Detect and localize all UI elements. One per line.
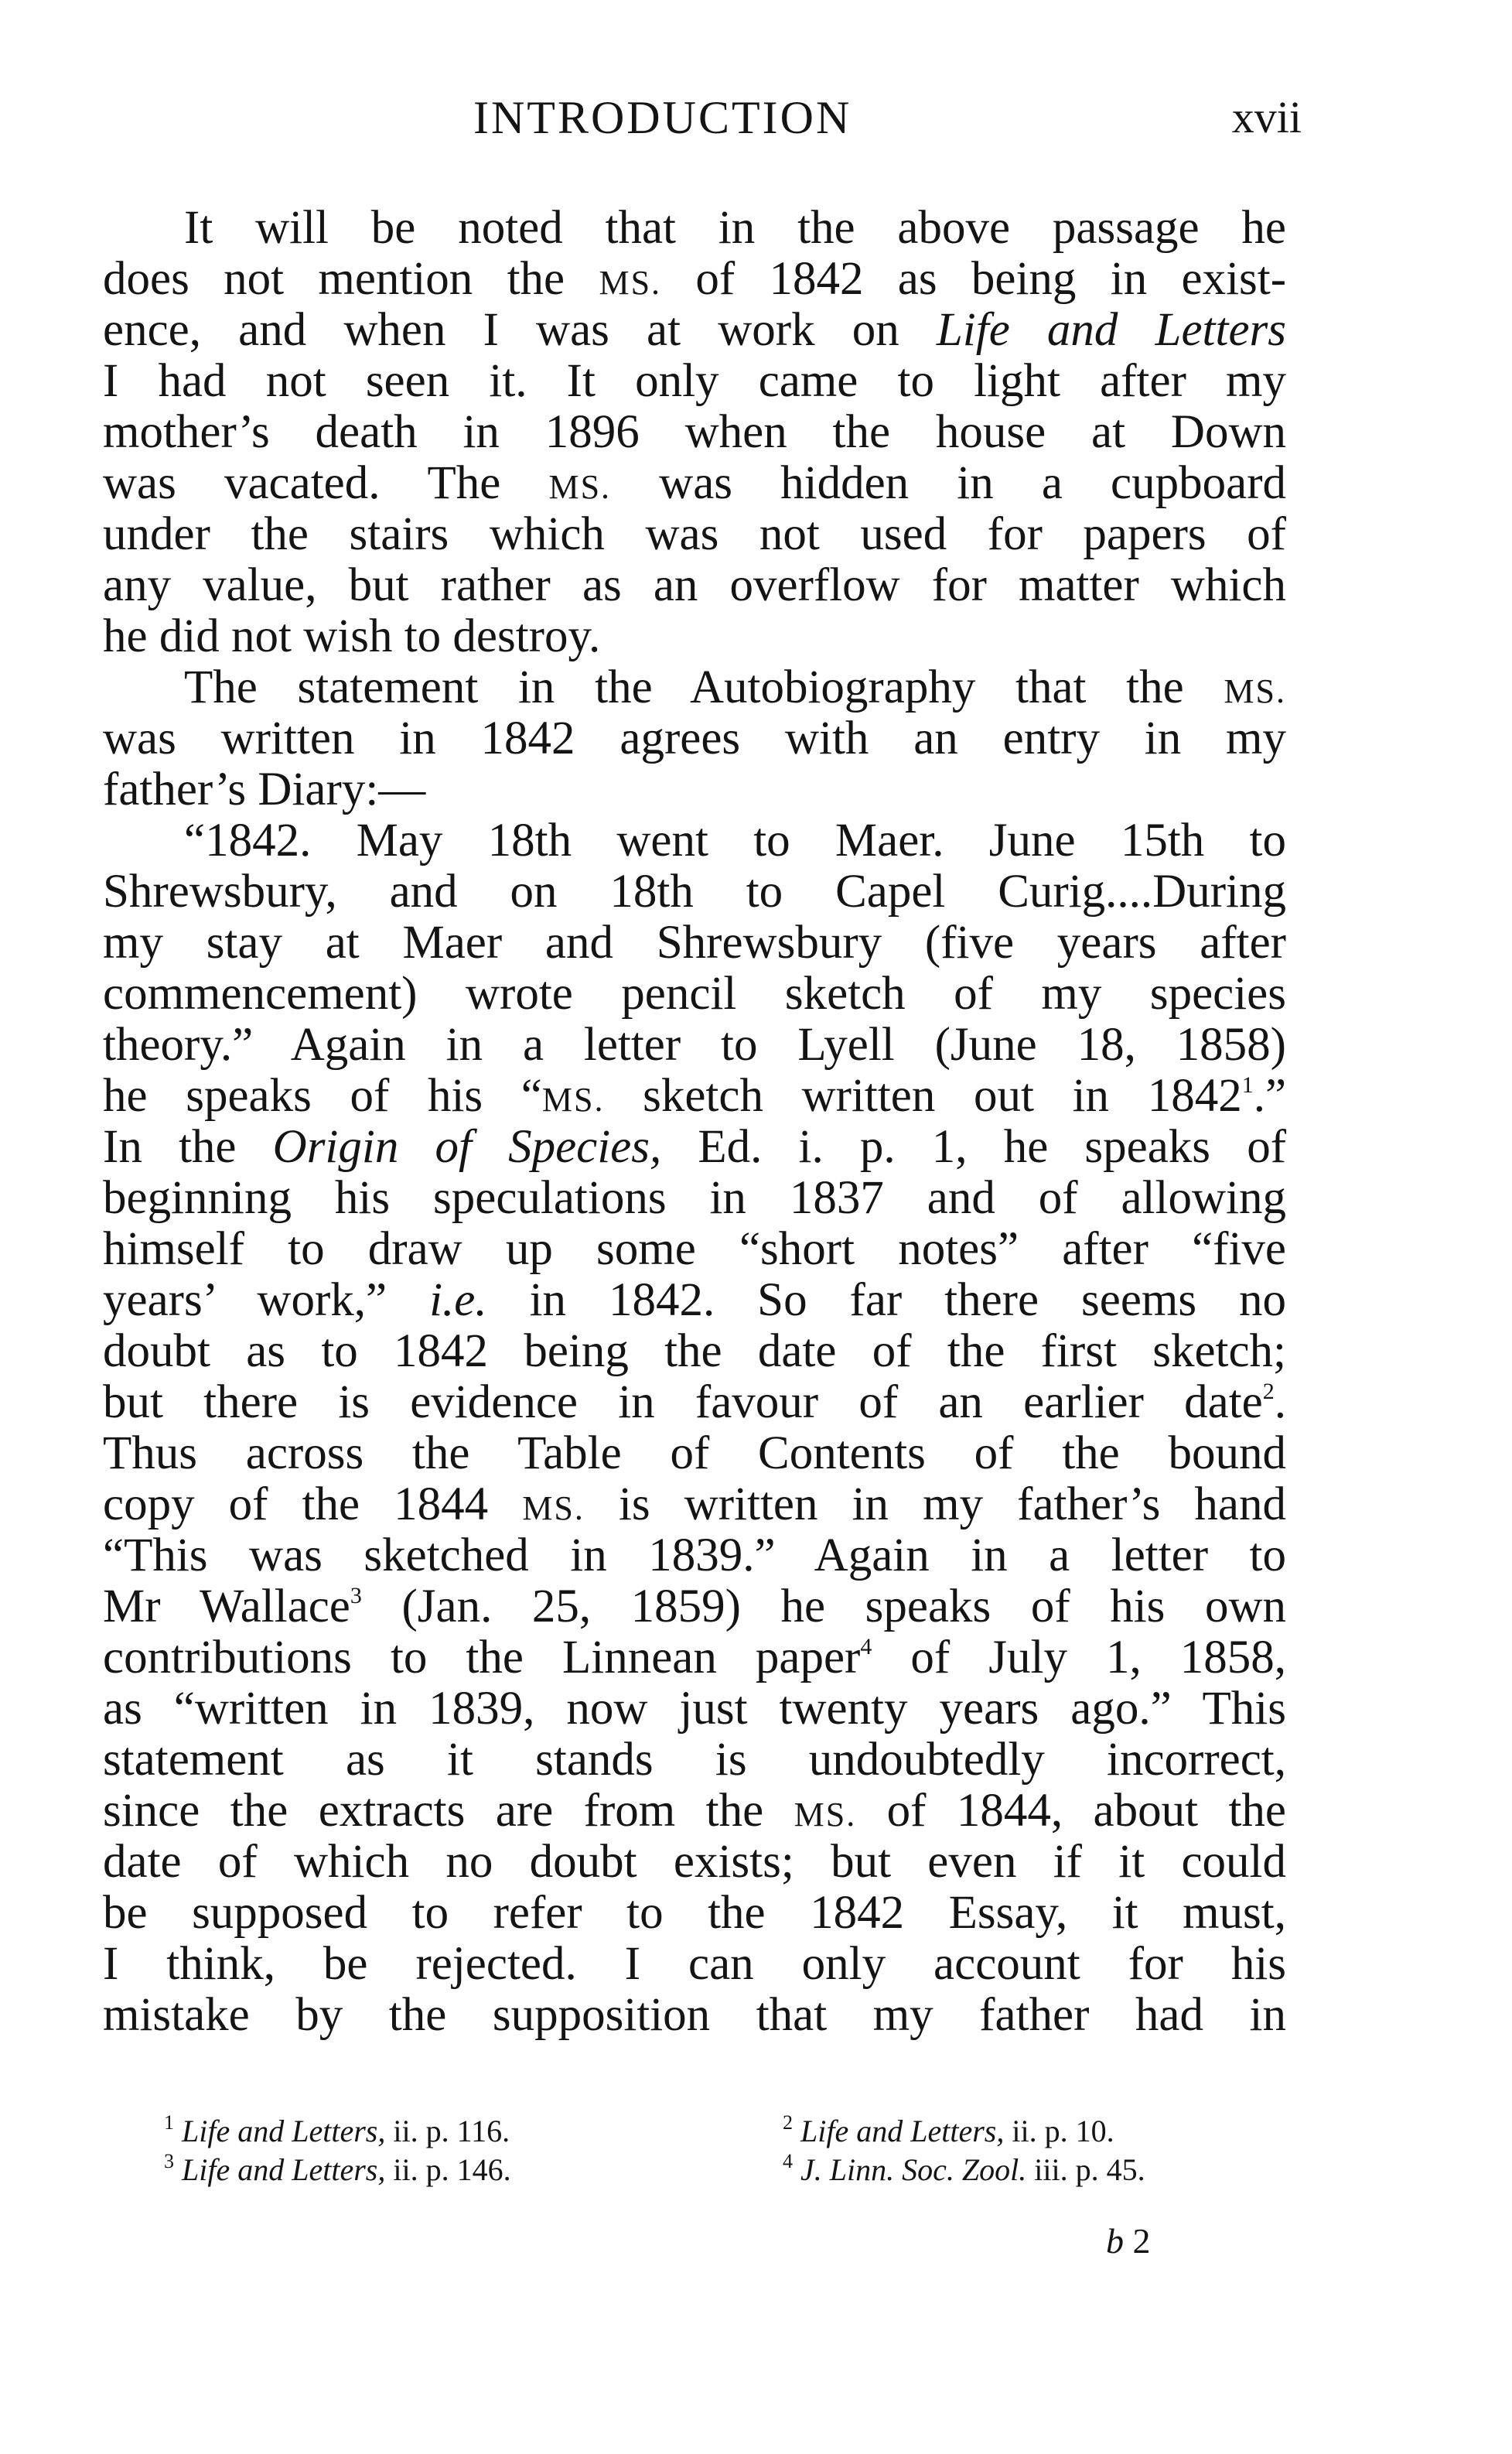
text-line: It will be noted that in the above passage he [184,202,1286,254]
text-line: Shrewsbury, and on 18th to Capel Curig....During [103,866,1286,918]
text-line: The statement in the Autobiography that the MS. [184,661,1286,713]
text-line: mother’s death in 1896 when the house at Down [103,406,1286,458]
text-line: Mr Wallace$^3$ (Jan. 25, 1859) he speaks of his own [103,1581,1286,1632]
small-caps: MS. [794,1796,857,1834]
text-line: he did not wish to destroy. [103,610,601,662]
text-line: mistake by the supposition that my father had in [103,1989,1286,2041]
footnote-work: Life and Letters, [182,2114,386,2148]
text-line: my stay at Maer and Shrewsbury (five years after [103,917,1286,969]
footnote-ref-text: ii. p. 146. [393,2152,511,2187]
text-line: under the stairs which was not used for papers of [103,508,1286,560]
italic-title: Life and Letters [936,304,1286,356]
footnote-ref-text: ii. p. 10. [1012,2114,1114,2148]
footnote-number: 1 [164,2111,174,2134]
text-line: himself to draw up some “short notes” after “five [103,1223,1286,1275]
text-line: theory.” Again in a letter to Lyell (June 18, 1858) [103,1019,1286,1071]
footnote-ref: 2 [1262,1379,1275,1404]
small-caps: MS. [1224,672,1286,710]
text-line: Thus across the Table of Contents of the bound [103,1427,1286,1479]
small-caps: MS. [541,1081,605,1119]
text-line: years’ work,” i.e. in 1842. So far there seems no [103,1274,1287,1326]
text-line: was vacated. The MS. was hidden in a cupboard [103,457,1287,509]
footnote-work: Life and Letters, [800,2114,1005,2148]
page-number: xvii [1231,92,1302,142]
text-line: I think, be rejected. I can only account for his [103,1938,1286,1990]
small-caps: MS. [548,468,612,506]
footnote-ref: 3 [350,1583,362,1608]
footnote-work: J. Linn. Soc. Zool. [800,2152,1027,2187]
small-caps: MS. [522,1489,585,1527]
text-line: statement as it stands is undoubtedly incorrect, [103,1734,1286,1786]
running-head [0,91,1512,153]
text-line: be supposed to refer to the 1842 Essay, it must, [103,1887,1286,1939]
text-line: does not mention the MS. of 1842 as being in exist- [103,253,1287,305]
text-line: commencement) wrote pencil sketch of my species [103,968,1286,1020]
footnote-ref: 1 [1241,1072,1254,1098]
footnote-ref-text: iii. p. 45. [1034,2152,1145,2187]
text-line: any value, but rather as an overflow for matter which [103,559,1286,611]
text-line: “1842. May 18th went to Maer. June 15th to [184,815,1286,866]
text-line: ence, and when I was at work on Life and Letters [103,304,1286,356]
running-title: INTRODUCTION [473,92,852,143]
text-line: as “written in 1839, now just twenty years ago.” This [103,1683,1286,1735]
footnote-4 [783,2143,1145,2189]
footnote-number: 2 [783,2111,793,2134]
text-line: he speaks of his “MS. sketch written out in 1842$^1$.” [103,1070,1287,1122]
text-line: I had not seen it. It only came to light after my [103,355,1286,407]
text-line: was written in 1842 agrees with an entry in my [103,713,1286,764]
text-line: since the extracts are from the MS. of 1844, about the [103,1785,1287,1837]
text-line: doubt as to 1842 being the date of the first sketch; [103,1325,1286,1377]
footnote-ref: 4 [860,1634,872,1659]
italic-abbrev: i.e. [429,1274,487,1326]
signature-letter: b [1106,2221,1124,2261]
footnote-work: Life and Letters, [182,2152,386,2187]
text-line: father’s Diary:— [103,764,426,815]
text-line: In the Origin of Species, Ed. i. p. 1, he speaks of [103,1121,1287,1173]
footnote-number: 4 [783,2150,793,2172]
footnote-ref-text: ii. p. 116. [393,2114,510,2148]
footnote-3 [164,2143,511,2189]
italic-title: Origin of Species, [272,1121,662,1173]
text-line: but there is evidence in favour of an earlier date$^2$. [103,1376,1286,1428]
footnote-number: 3 [164,2150,174,2172]
text-line: date of which no doubt exists; but even if it could [103,1836,1286,1888]
small-caps: MS. [599,264,662,302]
text-line: “This was sketched in 1839.” Again in a letter to [103,1529,1286,1581]
text-line: copy of the 1844 MS. is written in my father’s hand [103,1478,1286,1530]
signature-mark [1106,2220,1151,2261]
signature-number: 2 [1132,2221,1151,2261]
text-line: contributions to the Linnean paper$^4$ of July 1, 1858, [103,1632,1287,1683]
text-line: beginning his speculations in 1837 and of allowing [103,1172,1286,1224]
